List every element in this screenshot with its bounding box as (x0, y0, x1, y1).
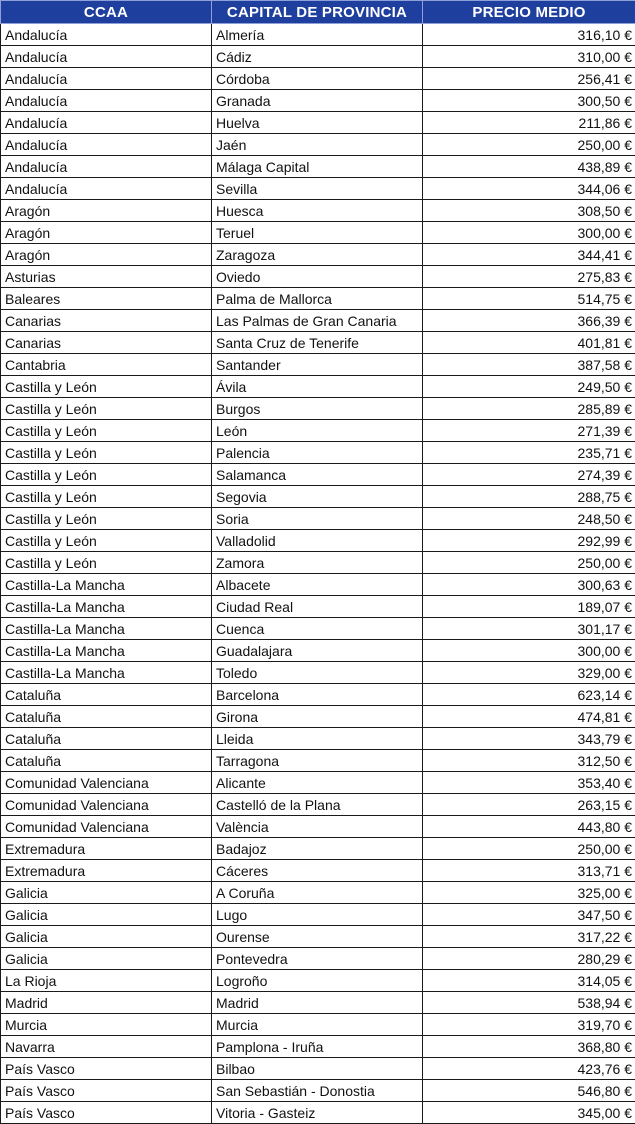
cell-ccaa: Galicia (1, 926, 212, 948)
cell-ccaa: Cantabria (1, 354, 212, 376)
table-row (1, 926, 635, 948)
cell-precio: 189,07 € (423, 596, 635, 618)
cell-capital: A Coruña (212, 882, 423, 904)
cell-ccaa: Castilla y León (1, 376, 212, 398)
cell-capital: Palencia (212, 442, 423, 464)
table-row (1, 904, 635, 926)
cell-ccaa: Extremadura (1, 860, 212, 882)
cell-precio: 285,89 € (423, 398, 635, 420)
cell-ccaa: Castilla y León (1, 530, 212, 552)
cell-capital: Soria (212, 508, 423, 530)
table-row (1, 398, 635, 420)
cell-capital: Sevilla (212, 178, 423, 200)
table-row (1, 838, 635, 860)
table-row (1, 486, 635, 508)
cell-precio: 250,00 € (423, 838, 635, 860)
cell-ccaa: Castilla-La Mancha (1, 640, 212, 662)
cell-capital: Oviedo (212, 266, 423, 288)
cell-precio: 343,79 € (423, 728, 635, 750)
table-row (1, 68, 635, 90)
cell-capital: Salamanca (212, 464, 423, 486)
table-row (1, 24, 635, 46)
table-row (1, 1102, 635, 1124)
table-row (1, 574, 635, 596)
cell-capital: Cádiz (212, 46, 423, 68)
cell-capital: Córdoba (212, 68, 423, 90)
table-row (1, 970, 635, 992)
table-row (1, 706, 635, 728)
cell-precio: 300,63 € (423, 574, 635, 596)
table-row (1, 200, 635, 222)
cell-capital: Madrid (212, 992, 423, 1014)
table-row (1, 816, 635, 838)
cell-capital: Valladolid (212, 530, 423, 552)
cell-ccaa: Galicia (1, 882, 212, 904)
cell-capital: Lleida (212, 728, 423, 750)
table-row (1, 508, 635, 530)
table-row (1, 222, 635, 244)
cell-precio: 312,50 € (423, 750, 635, 772)
cell-ccaa: Castilla-La Mancha (1, 596, 212, 618)
cell-capital: Segovia (212, 486, 423, 508)
cell-precio: 443,80 € (423, 816, 635, 838)
table-row (1, 1080, 635, 1102)
cell-capital: Zamora (212, 552, 423, 574)
cell-capital: Cuenca (212, 618, 423, 640)
cell-precio: 300,00 € (423, 222, 635, 244)
table-row (1, 332, 635, 354)
table-row (1, 948, 635, 970)
cell-precio: 308,50 € (423, 200, 635, 222)
cell-precio: 248,50 € (423, 508, 635, 530)
cell-ccaa: Asturias (1, 266, 212, 288)
cell-ccaa: Andalucía (1, 46, 212, 68)
cell-ccaa: Castilla y León (1, 508, 212, 530)
cell-ccaa: Cataluña (1, 684, 212, 706)
cell-capital: Lugo (212, 904, 423, 926)
table-row (1, 376, 635, 398)
table-row (1, 178, 635, 200)
table-row (1, 640, 635, 662)
cell-ccaa: Cataluña (1, 728, 212, 750)
cell-precio: 623,14 € (423, 684, 635, 706)
cell-precio: 300,00 € (423, 640, 635, 662)
cell-ccaa: Aragón (1, 200, 212, 222)
cell-ccaa: Castilla-La Mancha (1, 574, 212, 596)
table-row (1, 596, 635, 618)
cell-capital: Ciudad Real (212, 596, 423, 618)
cell-precio: 345,00 € (423, 1102, 635, 1124)
table-row (1, 354, 635, 376)
header-row (1, 1, 635, 24)
cell-ccaa: País Vasco (1, 1102, 212, 1124)
cell-ccaa: Castilla y León (1, 398, 212, 420)
cell-ccaa: Andalucía (1, 178, 212, 200)
header-capital: CAPITAL DE PROVINCIA (212, 1, 423, 24)
cell-ccaa: Andalucía (1, 134, 212, 156)
cell-precio: 211,86 € (423, 112, 635, 134)
cell-precio: 319,70 € (423, 1014, 635, 1036)
cell-precio: 344,41 € (423, 244, 635, 266)
header-ccaa: CCAA (1, 1, 212, 24)
cell-precio: 314,05 € (423, 970, 635, 992)
cell-ccaa: Baleares (1, 288, 212, 310)
table-row (1, 112, 635, 134)
cell-capital: Huelva (212, 112, 423, 134)
table-row (1, 266, 635, 288)
cell-capital: Burgos (212, 398, 423, 420)
table-row (1, 134, 635, 156)
cell-precio: 263,15 € (423, 794, 635, 816)
cell-ccaa: Extremadura (1, 838, 212, 860)
table-row (1, 618, 635, 640)
cell-precio: 423,76 € (423, 1058, 635, 1080)
table-row (1, 530, 635, 552)
cell-ccaa: Madrid (1, 992, 212, 1014)
cell-capital: Málaga Capital (212, 156, 423, 178)
cell-precio: 310,00 € (423, 46, 635, 68)
cell-ccaa: País Vasco (1, 1080, 212, 1102)
table-row (1, 288, 635, 310)
table-row (1, 420, 635, 442)
cell-capital: Guadalajara (212, 640, 423, 662)
cell-ccaa: Navarra (1, 1036, 212, 1058)
table-row (1, 464, 635, 486)
cell-capital: Cáceres (212, 860, 423, 882)
cell-precio: 474,81 € (423, 706, 635, 728)
cell-ccaa: Cataluña (1, 706, 212, 728)
table-row (1, 244, 635, 266)
cell-precio: 274,39 € (423, 464, 635, 486)
cell-capital: Huesca (212, 200, 423, 222)
cell-capital: León (212, 420, 423, 442)
table-row (1, 310, 635, 332)
cell-ccaa: Castilla y León (1, 420, 212, 442)
cell-capital: Logroño (212, 970, 423, 992)
table-row (1, 1036, 635, 1058)
cell-capital: Vitoria - Gasteiz (212, 1102, 423, 1124)
cell-precio: 546,80 € (423, 1080, 635, 1102)
table-row (1, 1058, 635, 1080)
cell-capital: Palma de Mallorca (212, 288, 423, 310)
cell-capital: Girona (212, 706, 423, 728)
cell-capital: Tarragona (212, 750, 423, 772)
cell-precio: 235,71 € (423, 442, 635, 464)
cell-ccaa: Castilla y León (1, 442, 212, 464)
cell-precio: 401,81 € (423, 332, 635, 354)
table-row (1, 750, 635, 772)
table-row (1, 860, 635, 882)
cell-capital: Badajoz (212, 838, 423, 860)
cell-capital: Toledo (212, 662, 423, 684)
cell-ccaa: Castilla y León (1, 464, 212, 486)
cell-capital: Barcelona (212, 684, 423, 706)
cell-ccaa: Galicia (1, 904, 212, 926)
cell-capital: Almería (212, 24, 423, 46)
cell-capital: Ourense (212, 926, 423, 948)
cell-precio: 538,94 € (423, 992, 635, 1014)
table-row (1, 992, 635, 1014)
cell-capital: Santa Cruz de Tenerife (212, 332, 423, 354)
table-row (1, 1014, 635, 1036)
table-row (1, 156, 635, 178)
cell-ccaa: Comunidad Valenciana (1, 794, 212, 816)
cell-ccaa: Aragón (1, 222, 212, 244)
cell-precio: 280,29 € (423, 948, 635, 970)
cell-ccaa: Comunidad Valenciana (1, 772, 212, 794)
cell-precio: 316,10 € (423, 24, 635, 46)
cell-capital: Ávila (212, 376, 423, 398)
cell-ccaa: Castilla-La Mancha (1, 662, 212, 684)
cell-capital: Pamplona - Iruña (212, 1036, 423, 1058)
cell-precio: 514,75 € (423, 288, 635, 310)
cell-ccaa: Andalucía (1, 68, 212, 90)
cell-ccaa: Cataluña (1, 750, 212, 772)
cell-capital: València (212, 816, 423, 838)
cell-ccaa: Castilla y León (1, 486, 212, 508)
table-row (1, 46, 635, 68)
table-row (1, 552, 635, 574)
table-row (1, 442, 635, 464)
cell-capital: Teruel (212, 222, 423, 244)
table-row (1, 728, 635, 750)
cell-ccaa: Andalucía (1, 156, 212, 178)
cell-precio: 329,00 € (423, 662, 635, 684)
cell-ccaa: La Rioja (1, 970, 212, 992)
table-row (1, 794, 635, 816)
cell-precio: 249,50 € (423, 376, 635, 398)
cell-precio: 353,40 € (423, 772, 635, 794)
cell-ccaa: Canarias (1, 332, 212, 354)
cell-ccaa: Andalucía (1, 90, 212, 112)
cell-precio: 271,39 € (423, 420, 635, 442)
cell-precio: 300,50 € (423, 90, 635, 112)
cell-ccaa: Comunidad Valenciana (1, 816, 212, 838)
table-row (1, 90, 635, 112)
table-row (1, 882, 635, 904)
cell-capital: San Sebastián - Donostia (212, 1080, 423, 1102)
cell-precio: 301,17 € (423, 618, 635, 640)
cell-precio: 250,00 € (423, 134, 635, 156)
cell-precio: 344,06 € (423, 178, 635, 200)
cell-precio: 366,39 € (423, 310, 635, 332)
cell-precio: 275,83 € (423, 266, 635, 288)
table-body (1, 24, 635, 1124)
cell-precio: 347,50 € (423, 904, 635, 926)
cell-capital: Jaén (212, 134, 423, 156)
cell-ccaa: Andalucía (1, 24, 212, 46)
cell-precio: 313,71 € (423, 860, 635, 882)
cell-precio: 292,99 € (423, 530, 635, 552)
cell-ccaa: País Vasco (1, 1058, 212, 1080)
cell-ccaa: Castilla y León (1, 552, 212, 574)
cell-capital: Granada (212, 90, 423, 112)
cell-ccaa: Murcia (1, 1014, 212, 1036)
cell-ccaa: Galicia (1, 948, 212, 970)
cell-precio: 256,41 € (423, 68, 635, 90)
table-row (1, 662, 635, 684)
cell-capital: Zaragoza (212, 244, 423, 266)
cell-capital: Las Palmas de Gran Canaria (212, 310, 423, 332)
cell-ccaa: Andalucía (1, 112, 212, 134)
cell-precio: 438,89 € (423, 156, 635, 178)
cell-ccaa: Castilla-La Mancha (1, 618, 212, 640)
cell-capital: Bilbao (212, 1058, 423, 1080)
header-precio: PRECIO MEDIO (423, 1, 635, 24)
cell-precio: 368,80 € (423, 1036, 635, 1058)
cell-precio: 317,22 € (423, 926, 635, 948)
cell-capital: Pontevedra (212, 948, 423, 970)
cell-capital: Albacete (212, 574, 423, 596)
cell-precio: 325,00 € (423, 882, 635, 904)
table-row (1, 772, 635, 794)
cell-ccaa: Canarias (1, 310, 212, 332)
cell-capital: Castelló de la Plana (212, 794, 423, 816)
cell-precio: 387,58 € (423, 354, 635, 376)
table-row (1, 684, 635, 706)
cell-precio: 250,00 € (423, 552, 635, 574)
cell-precio: 288,75 € (423, 486, 635, 508)
cell-capital: Santander (212, 354, 423, 376)
cell-capital: Murcia (212, 1014, 423, 1036)
cell-ccaa: Aragón (1, 244, 212, 266)
cell-capital: Alicante (212, 772, 423, 794)
